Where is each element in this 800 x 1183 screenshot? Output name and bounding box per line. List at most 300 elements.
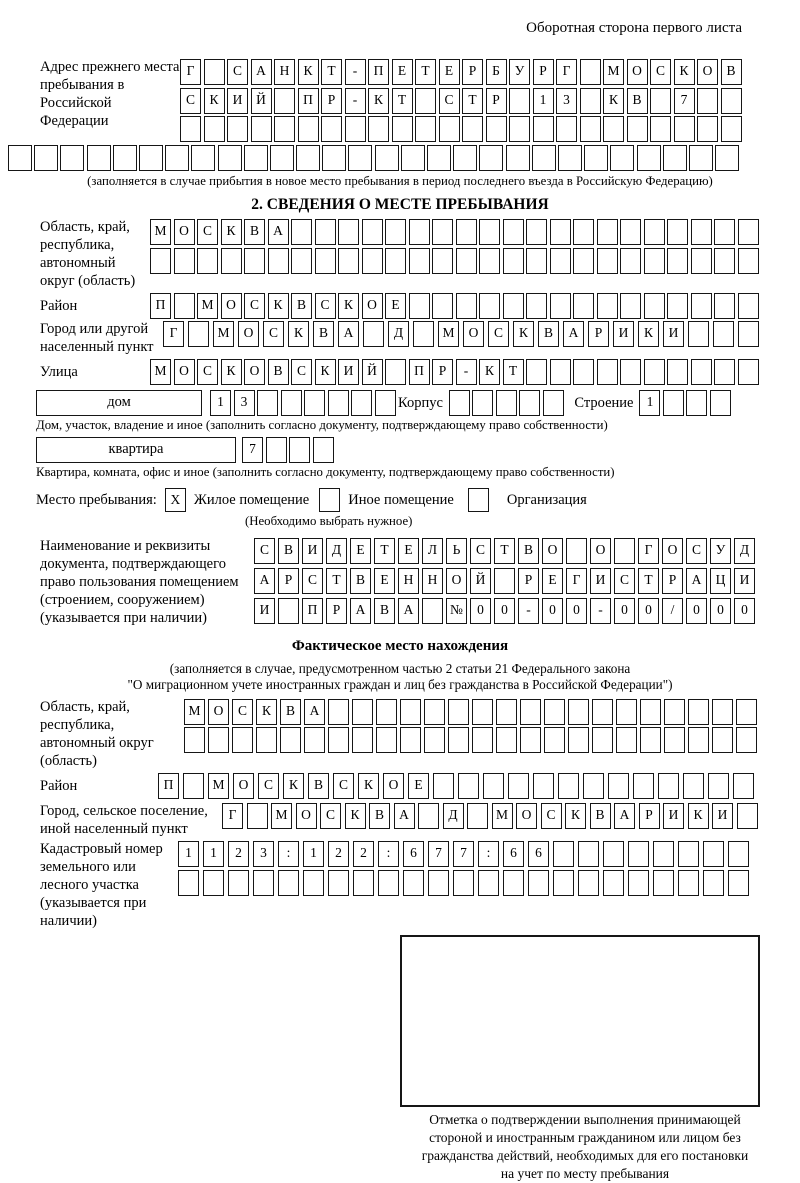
char-cell[interactable]: Е <box>350 538 371 564</box>
char-cell[interactable] <box>351 390 372 416</box>
char-cell[interactable]: С <box>197 359 218 385</box>
char-cell[interactable] <box>503 248 524 274</box>
char-cell[interactable] <box>558 773 579 799</box>
char-cell[interactable] <box>738 321 759 347</box>
char-cell[interactable] <box>385 219 406 245</box>
char-cell[interactable]: В <box>278 538 299 564</box>
char-cell[interactable] <box>291 219 312 245</box>
char-cell[interactable]: П <box>158 773 179 799</box>
char-cell[interactable]: И <box>613 321 634 347</box>
char-cell[interactable]: И <box>227 88 248 114</box>
char-cell[interactable]: К <box>358 773 379 799</box>
char-cell[interactable] <box>583 773 604 799</box>
char-cell[interactable] <box>597 219 618 245</box>
char-cell[interactable] <box>578 841 599 867</box>
char-cell[interactable] <box>558 145 582 171</box>
char-cell[interactable] <box>174 293 195 319</box>
char-cell[interactable] <box>503 219 524 245</box>
char-cell[interactable]: : <box>478 841 499 867</box>
char-cell[interactable] <box>424 727 445 753</box>
char-cell[interactable]: К <box>368 88 389 114</box>
char-cell[interactable]: С <box>197 219 218 245</box>
char-cell[interactable] <box>496 727 517 753</box>
char-cell[interactable] <box>503 293 524 319</box>
char-cell[interactable] <box>270 145 294 171</box>
char-cell[interactable]: Г <box>556 59 577 85</box>
char-cell[interactable]: Р <box>518 568 539 594</box>
char-cell[interactable] <box>34 145 58 171</box>
char-cell[interactable] <box>627 116 648 142</box>
char-cell[interactable] <box>184 727 205 753</box>
char-cell[interactable]: В <box>244 219 265 245</box>
char-cell[interactable] <box>385 359 406 385</box>
char-cell[interactable]: О <box>697 59 718 85</box>
char-cell[interactable] <box>678 870 699 896</box>
char-cell[interactable] <box>620 293 641 319</box>
char-cell[interactable]: М <box>197 293 218 319</box>
char-cell[interactable] <box>208 727 229 753</box>
char-cell[interactable]: И <box>590 568 611 594</box>
char-cell[interactable]: В <box>369 803 390 829</box>
char-cell[interactable]: В <box>313 321 334 347</box>
char-cell[interactable]: М <box>184 699 205 725</box>
char-cell[interactable] <box>592 727 613 753</box>
char-cell[interactable]: С <box>180 88 201 114</box>
char-cell[interactable] <box>664 699 685 725</box>
char-cell[interactable] <box>362 248 383 274</box>
char-cell[interactable] <box>519 390 540 416</box>
dom-box[interactable]: дом <box>36 390 202 416</box>
char-cell[interactable] <box>178 870 199 896</box>
char-cell[interactable]: С <box>302 568 323 594</box>
char-cell[interactable] <box>738 293 759 319</box>
char-cell[interactable]: К <box>221 219 242 245</box>
char-cell[interactable] <box>453 145 477 171</box>
char-cell[interactable] <box>533 116 554 142</box>
char-cell[interactable] <box>280 727 301 753</box>
char-cell[interactable] <box>633 773 654 799</box>
char-cell[interactable]: Р <box>462 59 483 85</box>
char-cell[interactable]: Г <box>222 803 243 829</box>
char-cell[interactable]: Й <box>470 568 491 594</box>
char-cell[interactable] <box>227 116 248 142</box>
char-cell[interactable] <box>568 727 589 753</box>
char-cell[interactable]: Й <box>362 359 383 385</box>
char-cell[interactable] <box>268 248 289 274</box>
char-cell[interactable]: Г <box>566 568 587 594</box>
char-cell[interactable] <box>165 145 189 171</box>
char-cell[interactable] <box>244 145 268 171</box>
char-cell[interactable] <box>667 293 688 319</box>
char-cell[interactable]: В <box>721 59 742 85</box>
char-cell[interactable] <box>472 699 493 725</box>
char-cell[interactable] <box>697 116 718 142</box>
char-cell[interactable] <box>573 293 594 319</box>
char-cell[interactable]: 7 <box>674 88 695 114</box>
char-cell[interactable] <box>644 359 665 385</box>
char-cell[interactable] <box>710 390 731 416</box>
char-cell[interactable] <box>413 321 434 347</box>
char-cell[interactable]: Т <box>462 88 483 114</box>
char-cell[interactable] <box>603 841 624 867</box>
char-cell[interactable] <box>472 727 493 753</box>
char-cell[interactable] <box>616 727 637 753</box>
char-cell[interactable]: 3 <box>234 390 255 416</box>
char-cell[interactable] <box>715 145 739 171</box>
char-cell[interactable]: М <box>213 321 234 347</box>
char-cell[interactable] <box>644 293 665 319</box>
char-cell[interactable]: Р <box>533 59 554 85</box>
char-cell[interactable]: А <box>614 803 635 829</box>
char-cell[interactable] <box>204 59 225 85</box>
char-cell[interactable]: 2 <box>353 841 374 867</box>
char-cell[interactable]: В <box>280 699 301 725</box>
char-cell[interactable] <box>733 773 754 799</box>
char-cell[interactable]: А <box>350 598 371 624</box>
char-cell[interactable] <box>653 870 674 896</box>
char-cell[interactable]: И <box>734 568 755 594</box>
char-cell[interactable]: Р <box>321 88 342 114</box>
char-cell[interactable]: 0 <box>710 598 731 624</box>
char-cell[interactable] <box>353 870 374 896</box>
char-cell[interactable] <box>449 390 470 416</box>
char-cell[interactable]: Е <box>385 293 406 319</box>
char-cell[interactable]: Г <box>638 538 659 564</box>
char-cell[interactable] <box>401 145 425 171</box>
char-cell[interactable]: О <box>174 219 195 245</box>
char-cell[interactable] <box>667 359 688 385</box>
char-cell[interactable] <box>494 568 515 594</box>
char-cell[interactable] <box>244 248 265 274</box>
char-cell[interactable] <box>60 145 84 171</box>
char-cell[interactable] <box>296 145 320 171</box>
char-cell[interactable] <box>415 116 436 142</box>
char-cell[interactable] <box>708 773 729 799</box>
char-cell[interactable] <box>304 727 325 753</box>
char-cell[interactable]: 1 <box>203 841 224 867</box>
char-cell[interactable] <box>257 390 278 416</box>
char-cell[interactable] <box>509 88 530 114</box>
char-cell[interactable] <box>509 116 530 142</box>
char-cell[interactable]: В <box>374 598 395 624</box>
char-cell[interactable] <box>640 727 661 753</box>
char-cell[interactable] <box>486 116 507 142</box>
char-cell[interactable]: Д <box>388 321 409 347</box>
char-cell[interactable] <box>462 116 483 142</box>
char-cell[interactable]: - <box>456 359 477 385</box>
char-cell[interactable] <box>526 248 547 274</box>
char-cell[interactable]: 7 <box>428 841 449 867</box>
char-cell[interactable]: О <box>208 699 229 725</box>
checkbox-organizatsiya[interactable] <box>468 488 489 512</box>
char-cell[interactable]: С <box>541 803 562 829</box>
char-cell[interactable]: Т <box>326 568 347 594</box>
char-cell[interactable]: С <box>315 293 336 319</box>
char-cell[interactable] <box>428 870 449 896</box>
char-cell[interactable] <box>508 773 529 799</box>
char-cell[interactable]: Т <box>392 88 413 114</box>
char-cell[interactable] <box>375 145 399 171</box>
char-cell[interactable] <box>526 293 547 319</box>
char-cell[interactable] <box>432 293 453 319</box>
char-cell[interactable] <box>580 59 601 85</box>
char-cell[interactable]: В <box>291 293 312 319</box>
char-cell[interactable] <box>580 88 601 114</box>
char-cell[interactable]: Г <box>180 59 201 85</box>
char-cell[interactable]: О <box>590 538 611 564</box>
char-cell[interactable] <box>424 699 445 725</box>
char-cell[interactable] <box>644 219 665 245</box>
char-cell[interactable]: Р <box>326 598 347 624</box>
char-cell[interactable] <box>352 727 373 753</box>
char-cell[interactable] <box>637 145 661 171</box>
char-cell[interactable] <box>578 870 599 896</box>
char-cell[interactable] <box>688 321 709 347</box>
char-cell[interactable]: С <box>227 59 248 85</box>
char-cell[interactable] <box>543 390 564 416</box>
char-cell[interactable] <box>315 219 336 245</box>
char-cell[interactable] <box>644 248 665 274</box>
char-cell[interactable] <box>472 390 493 416</box>
char-cell[interactable]: О <box>221 293 242 319</box>
char-cell[interactable] <box>616 699 637 725</box>
char-cell[interactable]: С <box>254 538 275 564</box>
char-cell[interactable]: М <box>438 321 459 347</box>
char-cell[interactable] <box>345 116 366 142</box>
char-cell[interactable] <box>478 870 499 896</box>
char-cell[interactable] <box>403 870 424 896</box>
char-cell[interactable]: О <box>627 59 648 85</box>
char-cell[interactable] <box>191 145 215 171</box>
char-cell[interactable] <box>556 116 577 142</box>
char-cell[interactable] <box>580 116 601 142</box>
char-cell[interactable]: И <box>338 359 359 385</box>
char-cell[interactable]: К <box>283 773 304 799</box>
char-cell[interactable]: С <box>258 773 279 799</box>
char-cell[interactable]: К <box>638 321 659 347</box>
char-cell[interactable]: Й <box>251 88 272 114</box>
char-cell[interactable]: Ц <box>710 568 731 594</box>
char-cell[interactable] <box>614 538 635 564</box>
char-cell[interactable]: С <box>470 538 491 564</box>
char-cell[interactable] <box>620 248 641 274</box>
char-cell[interactable]: С <box>686 538 707 564</box>
char-cell[interactable]: А <box>304 699 325 725</box>
char-cell[interactable] <box>87 145 111 171</box>
char-cell[interactable]: 1 <box>210 390 231 416</box>
char-cell[interactable] <box>456 248 477 274</box>
char-cell[interactable] <box>139 145 163 171</box>
char-cell[interactable] <box>422 598 443 624</box>
char-cell[interactable] <box>703 870 724 896</box>
char-cell[interactable] <box>304 390 325 416</box>
char-cell[interactable] <box>322 145 346 171</box>
char-cell[interactable] <box>714 359 735 385</box>
char-cell[interactable]: И <box>302 538 323 564</box>
char-cell[interactable]: К <box>298 59 319 85</box>
char-cell[interactable]: 6 <box>528 841 549 867</box>
checkbox-zhiloe[interactable]: X <box>165 488 186 512</box>
char-cell[interactable] <box>467 803 488 829</box>
char-cell[interactable]: В <box>268 359 289 385</box>
char-cell[interactable] <box>544 727 565 753</box>
char-cell[interactable] <box>520 699 541 725</box>
char-cell[interactable]: О <box>662 538 683 564</box>
char-cell[interactable]: О <box>446 568 467 594</box>
char-cell[interactable] <box>526 359 547 385</box>
char-cell[interactable]: С <box>488 321 509 347</box>
char-cell[interactable]: - <box>345 88 366 114</box>
char-cell[interactable]: У <box>509 59 530 85</box>
char-cell[interactable] <box>667 219 688 245</box>
char-cell[interactable]: А <box>254 568 275 594</box>
char-cell[interactable]: К <box>603 88 624 114</box>
char-cell[interactable] <box>274 116 295 142</box>
char-cell[interactable]: 0 <box>686 598 707 624</box>
char-cell[interactable]: О <box>516 803 537 829</box>
char-cell[interactable] <box>721 88 742 114</box>
char-cell[interactable] <box>688 699 709 725</box>
char-cell[interactable] <box>376 727 397 753</box>
char-cell[interactable] <box>506 145 530 171</box>
char-cell[interactable] <box>689 145 713 171</box>
char-cell[interactable] <box>714 293 735 319</box>
char-cell[interactable] <box>664 727 685 753</box>
char-cell[interactable]: Т <box>494 538 515 564</box>
char-cell[interactable] <box>550 359 571 385</box>
char-cell[interactable]: О <box>233 773 254 799</box>
char-cell[interactable] <box>328 699 349 725</box>
char-cell[interactable]: С <box>244 293 265 319</box>
char-cell[interactable] <box>362 219 383 245</box>
char-cell[interactable] <box>289 437 310 463</box>
char-cell[interactable]: Т <box>638 568 659 594</box>
char-cell[interactable] <box>503 870 524 896</box>
char-cell[interactable] <box>678 841 699 867</box>
char-cell[interactable]: Е <box>392 59 413 85</box>
char-cell[interactable] <box>375 390 396 416</box>
char-cell[interactable]: 7 <box>242 437 263 463</box>
char-cell[interactable]: Т <box>415 59 436 85</box>
char-cell[interactable] <box>400 699 421 725</box>
char-cell[interactable] <box>392 116 413 142</box>
char-cell[interactable] <box>533 773 554 799</box>
char-cell[interactable] <box>303 870 324 896</box>
char-cell[interactable] <box>738 219 759 245</box>
char-cell[interactable] <box>697 88 718 114</box>
char-cell[interactable]: В <box>590 803 611 829</box>
char-cell[interactable] <box>197 248 218 274</box>
char-cell[interactable]: Д <box>326 538 347 564</box>
char-cell[interactable] <box>368 116 389 142</box>
char-cell[interactable]: / <box>662 598 683 624</box>
char-cell[interactable] <box>592 699 613 725</box>
char-cell[interactable]: 6 <box>503 841 524 867</box>
char-cell[interactable]: М <box>150 359 171 385</box>
char-cell[interactable] <box>686 390 707 416</box>
char-cell[interactable]: 0 <box>566 598 587 624</box>
char-cell[interactable]: Р <box>432 359 453 385</box>
char-cell[interactable] <box>714 219 735 245</box>
char-cell[interactable]: А <box>686 568 707 594</box>
char-cell[interactable]: 1 <box>178 841 199 867</box>
char-cell[interactable]: Н <box>398 568 419 594</box>
char-cell[interactable] <box>228 870 249 896</box>
char-cell[interactable] <box>183 773 204 799</box>
char-cell[interactable] <box>584 145 608 171</box>
char-cell[interactable]: О <box>174 359 195 385</box>
char-cell[interactable]: 0 <box>638 598 659 624</box>
char-cell[interactable]: И <box>663 803 684 829</box>
char-cell[interactable]: М <box>208 773 229 799</box>
char-cell[interactable]: М <box>603 59 624 85</box>
char-cell[interactable]: Е <box>542 568 563 594</box>
char-cell[interactable]: 0 <box>542 598 563 624</box>
char-cell[interactable]: О <box>362 293 383 319</box>
char-cell[interactable]: О <box>542 538 563 564</box>
char-cell[interactable] <box>650 88 671 114</box>
char-cell[interactable]: П <box>150 293 171 319</box>
char-cell[interactable] <box>573 359 594 385</box>
char-cell[interactable] <box>479 219 500 245</box>
char-cell[interactable] <box>291 248 312 274</box>
char-cell[interactable]: - <box>518 598 539 624</box>
char-cell[interactable]: П <box>302 598 323 624</box>
char-cell[interactable] <box>453 870 474 896</box>
char-cell[interactable] <box>496 699 517 725</box>
char-cell[interactable] <box>712 699 733 725</box>
char-cell[interactable] <box>278 870 299 896</box>
char-cell[interactable] <box>620 359 641 385</box>
char-cell[interactable] <box>550 293 571 319</box>
char-cell[interactable]: Т <box>374 538 395 564</box>
char-cell[interactable] <box>456 219 477 245</box>
char-cell[interactable]: П <box>409 359 430 385</box>
char-cell[interactable] <box>691 359 712 385</box>
char-cell[interactable]: 1 <box>303 841 324 867</box>
char-cell[interactable] <box>658 773 679 799</box>
char-cell[interactable]: 3 <box>556 88 577 114</box>
char-cell[interactable]: 0 <box>734 598 755 624</box>
char-cell[interactable] <box>738 248 759 274</box>
char-cell[interactable] <box>496 390 517 416</box>
char-cell[interactable]: С <box>263 321 284 347</box>
char-cell[interactable] <box>713 321 734 347</box>
char-cell[interactable]: Р <box>486 88 507 114</box>
char-cell[interactable] <box>313 437 334 463</box>
char-cell[interactable]: Н <box>274 59 295 85</box>
char-cell[interactable]: Г <box>163 321 184 347</box>
char-cell[interactable]: И <box>712 803 733 829</box>
char-cell[interactable] <box>597 359 618 385</box>
checkbox-inoe[interactable] <box>319 488 340 512</box>
char-cell[interactable]: С <box>320 803 341 829</box>
char-cell[interactable] <box>298 116 319 142</box>
char-cell[interactable]: А <box>251 59 272 85</box>
char-cell[interactable] <box>550 248 571 274</box>
char-cell[interactable] <box>528 870 549 896</box>
char-cell[interactable] <box>737 803 758 829</box>
char-cell[interactable]: О <box>238 321 259 347</box>
char-cell[interactable] <box>8 145 32 171</box>
char-cell[interactable] <box>712 727 733 753</box>
char-cell[interactable]: П <box>298 88 319 114</box>
char-cell[interactable] <box>348 145 372 171</box>
char-cell[interactable]: К <box>221 359 242 385</box>
char-cell[interactable] <box>663 390 684 416</box>
char-cell[interactable]: С <box>614 568 635 594</box>
char-cell[interactable]: В <box>308 773 329 799</box>
